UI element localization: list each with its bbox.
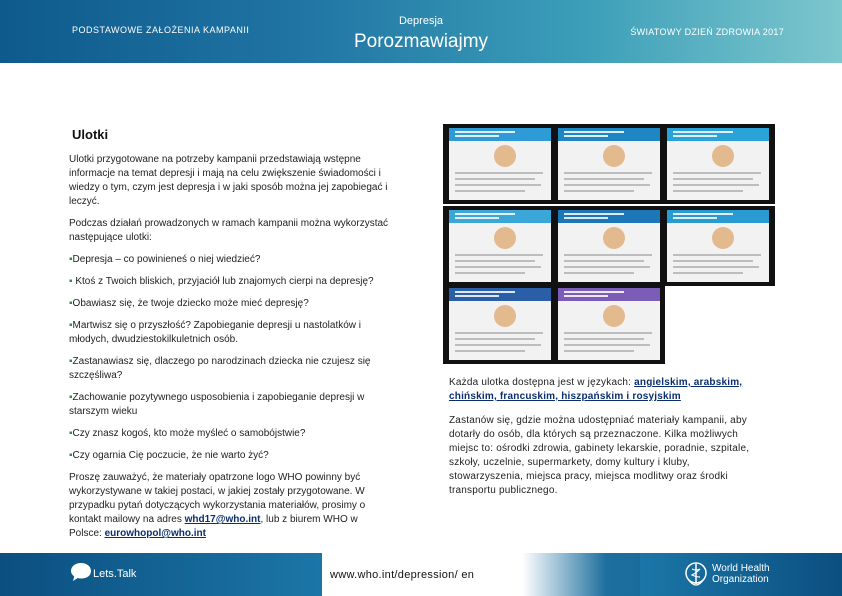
leaflet-photo	[603, 145, 625, 167]
email-link-eurowhopol[interactable]: eurowhopol@who.int	[104, 528, 206, 539]
footer-left-band	[0, 553, 322, 596]
list-item: ▪ Ktoś z Twoich bliskich, przyjaciół lub znajomych cierpi na depresję?	[69, 276, 374, 287]
bullet-marker: ▪	[69, 254, 73, 265]
leaflet-thumbnail	[558, 288, 660, 360]
leaflet-photo	[603, 227, 625, 249]
who-emblem-icon	[684, 561, 708, 587]
right-column	[449, 376, 761, 508]
bullet-marker: ▪	[69, 356, 73, 367]
leaflet-photo	[494, 227, 516, 249]
list-item: ▪Czy znasz kogoś, kto może myśleć o samobójstwie?	[69, 428, 306, 439]
bullet-marker: ▪	[69, 298, 73, 309]
leaflet-header-band	[558, 288, 660, 301]
intro-paragraph: Ulotki przygotowane na potrzeby kampanii przedstawiają wstępne informacje na temat depresji i mają na celu zwiększenie świadomości i wiedzy o tym, czym jest depresja i w jaki sposób można jej zapobiegać i leczyć.	[69, 154, 388, 207]
leaflet-thumbnails	[443, 124, 775, 344]
header-title: Porozmawiajmy	[353, 31, 489, 52]
leaflet-photo	[494, 305, 516, 327]
bullet-marker: ▪	[69, 428, 73, 439]
leaflet-header-band	[558, 210, 660, 223]
leaflet-header-band	[449, 288, 551, 301]
leaflet-header-band	[558, 128, 660, 141]
lead-paragraph: Podczas działań prowadzonych w ramach kampanii można wykorzystać następujące ulotki:	[69, 218, 389, 243]
header-campaign-basics: PODSTAWOWE ZAŁOŻENIA KAMPANII	[72, 25, 250, 35]
leaflet-thumbnail	[449, 210, 551, 282]
list-item: ▪Obawiasz się, że twoje dziecko może mieć depresję?	[69, 298, 309, 309]
leaflet-thumbnail	[667, 210, 769, 282]
leaflet-header-band	[449, 210, 551, 223]
leaflet-photo	[712, 227, 734, 249]
leaflet-thumbnail	[449, 128, 551, 200]
left-column	[69, 153, 391, 549]
places-paragraph: Zastanów się, gdzie można udostępniać materiały kampanii, aby dotarły do osób, dla których są przeznaczone. Kilka możliwych miejsc to: ośrodki zdrowia, gabinety lekarskie, poradnie, szpitale, szkoły, uczelnie, supermarkety, domy kultury i kluby, stowarzyszenia, miejsca pracy, miejsca modlitwy oraz środki transportu publicznego.	[449, 415, 750, 496]
list-item: ▪Zachowanie pozytywnego usposobienia i zapobieganie depresji w starszym wieku	[69, 392, 365, 417]
leaflet-thumbnail	[558, 128, 660, 200]
speech-bubble-icon	[70, 562, 92, 582]
bullet-marker: ▪	[69, 276, 73, 287]
list-item: ▪Czy ogarnia Cię poczucie, że nie warto żyć?	[69, 450, 269, 461]
leaflet-photo	[712, 145, 734, 167]
lets-talk-label: Lets.Talk	[93, 568, 137, 580]
list-item: ▪Zastanawiasz się, dlaczego po narodzinach dziecka nie czujesz się szczęśliwa?	[69, 356, 371, 381]
leaflet-photo	[494, 145, 516, 167]
leaflet-photo	[603, 305, 625, 327]
list-item: ▪Depresja – co powinieneś o niej wiedzieć?	[69, 254, 261, 265]
usage-note: Proszę zauważyć, że materiały opatrzone logo WHO powinny być wykorzystywane w takiej postaci, w jakiej zostały przygotowane. W przypadku pytań dotyczących wykorzystania materiałów, prosimy o kontakt mailowy na adres whd17@who.int, lub z biurem WHO w Polsce: eurowhopol@who.int	[69, 472, 366, 539]
leaflet-header-band	[449, 128, 551, 141]
leaflet-row	[443, 206, 775, 286]
leaflet-row	[443, 124, 775, 204]
header-banner	[0, 0, 842, 63]
email-link-whd17[interactable]: whd17@who.int	[184, 514, 261, 525]
leaflet-thumbnail	[667, 128, 769, 200]
bullet-marker: ▪	[69, 450, 73, 461]
footer-url[interactable]: www.who.int/depression/ en	[330, 569, 475, 581]
header-subtitle: Depresja	[398, 15, 444, 27]
list-item: ▪Martwisz się o przyszłość? Zapobieganie depresji u nastolatków i młodych, dwudziestokilkuletnich osób.	[69, 320, 362, 345]
bullet-marker: ▪	[69, 320, 73, 331]
leaflet-thumbnail	[558, 210, 660, 282]
bullet-marker: ▪	[69, 392, 73, 403]
page-title: Ulotki	[72, 127, 109, 142]
leaflet-row	[443, 284, 665, 364]
languages-link[interactable]: angielskim, arabskim, chińskim, francuskim, hiszpańskim i rosyjskim	[449, 377, 743, 402]
languages-paragraph: Każda ulotka dostępna jest w językach: angielskim, arabskim, chińskim, francuskim, hiszpańskim i rosyjskim	[449, 377, 743, 402]
leaflet-thumbnail	[449, 288, 551, 360]
leaflet-header-band	[667, 128, 769, 141]
leaflet-header-band	[667, 210, 769, 223]
who-organization-name: World Health Organization	[712, 563, 770, 585]
header-world-health-day: ŚWIATOWY DZIEŃ ZDROWIA 2017	[630, 27, 784, 37]
footer-banner	[0, 553, 842, 596]
